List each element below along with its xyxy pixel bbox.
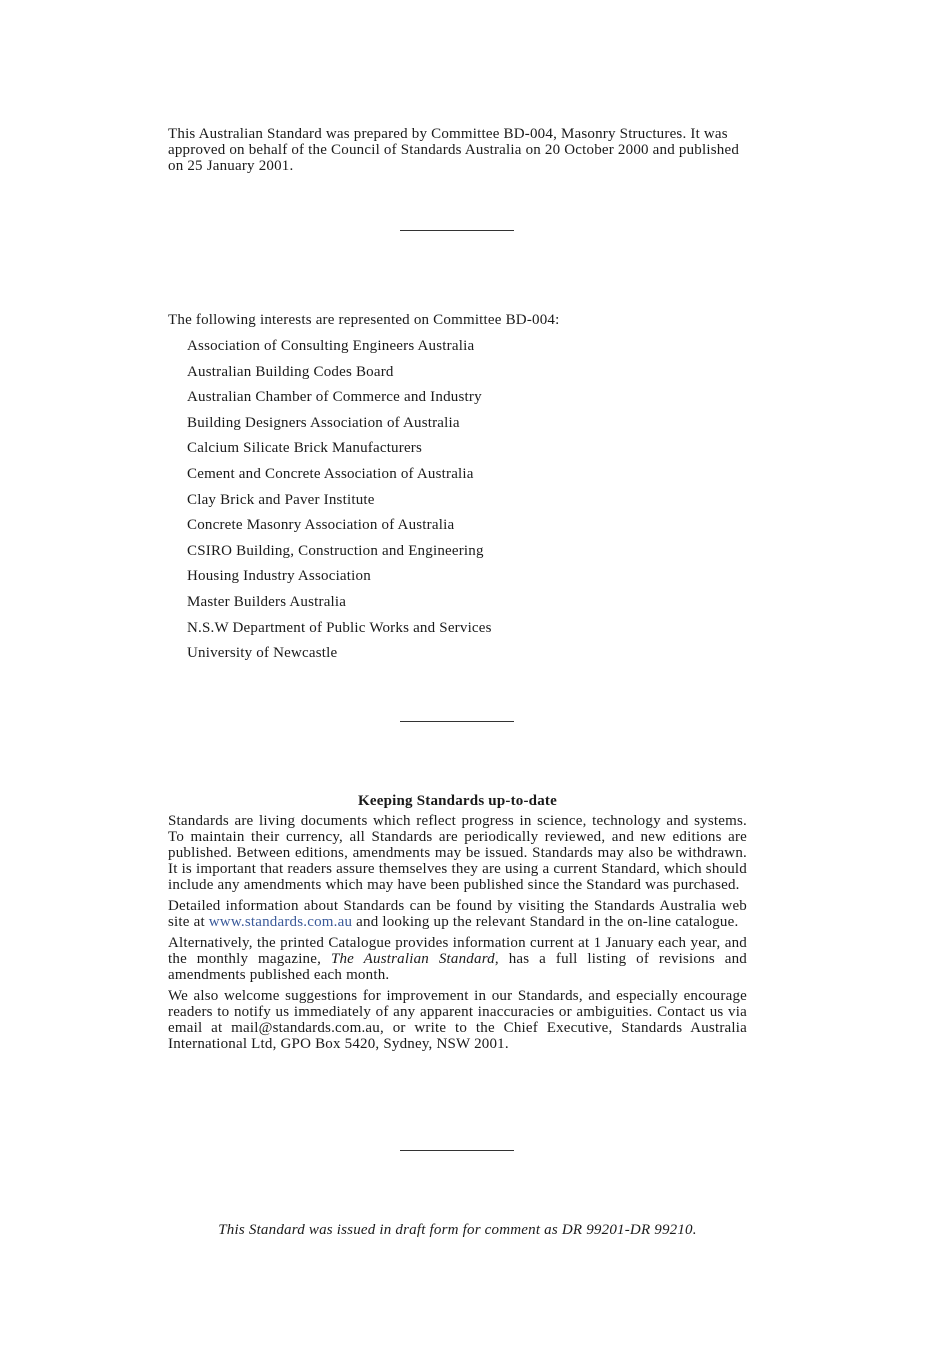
paragraph-text: and looking up the relevant Standard in the on-line catalogue. (352, 914, 739, 930)
list-item: University of Newcastle (187, 645, 338, 662)
list-item: Cement and Concrete Association of Australia (187, 465, 474, 482)
paragraph-review: Standards are living documents which reflect progress in science, technology and systems. To maintain their currency, all Standards are periodically reviewed, and new editions are published. Between editions, amendments may be issued. Standards may also be withdrawn. It is important that readers assure themselves they are using a current Standard, which should include any amendments which may have been published since the Standard was purchased. (168, 813, 747, 893)
list-item: Master Builders Australia (187, 593, 347, 610)
paragraph-text: Detailed information about Standards can be found by visiting the Standards Australia web site at (168, 898, 747, 930)
list-item: Australian Chamber of Commerce and Industry (187, 389, 482, 406)
list-item: Association of Consulting Engineers Australia (187, 338, 475, 354)
list-item: Housing Industry Association (187, 568, 371, 585)
list-item: N.S.W Department of Public Works and Services (187, 619, 492, 636)
divider-rule (400, 1150, 514, 1151)
divider-rule (400, 230, 514, 231)
list-item: CSIRO Building, Construction and Engineering (187, 542, 484, 559)
list-item: Clay Brick and Paver Institute (187, 491, 375, 508)
magazine-title: The Australian Standard (330, 951, 495, 967)
paragraph-text: , has a full listing of revisions and amendments published each month. (168, 951, 747, 983)
paragraph-text: Alternatively, the printed Catalogue provides information current at 1 January each year, and the monthly magazine, (168, 935, 747, 967)
list-item: Building Designers Association of Australia (187, 414, 460, 431)
section-body (168, 813, 747, 1057)
list-item: Calcium Silicate Brick Manufacturers (187, 440, 423, 457)
paragraph-website (168, 898, 747, 930)
list-item: Australian Building Codes Board (187, 363, 394, 380)
interests-list (187, 337, 492, 670)
interests-heading: The following interests are represented on Committee BD-004: (168, 312, 560, 328)
website-link[interactable]: www.standards.com.au (208, 914, 353, 930)
divider-rule (400, 721, 514, 722)
intro-paragraph: This Australian Standard was prepared by Committee BD-004, Masonry Structures. It was approved on behalf of the Council of Standards Australia on 20 October 2000 and published on 25 January 2001. (168, 126, 740, 174)
list-item: Concrete Masonry Association of Australia (187, 517, 455, 534)
paragraph-contact: We also welcome suggestions for improvement in our Standards, and especially encourage readers to notify us immediately of any apparent inaccuracies or ambiguities. Contact us via email at mail@standards.com.au, or write to the Chief Executive, Standards Australia International Ltd, GPO Box 5420, Sydney, NSW 2001. (168, 988, 747, 1052)
footer-note: This Standard was issued in draft form for comment as DR 99201-DR 99210. (218, 1222, 697, 1238)
paragraph-catalogue (168, 935, 747, 983)
section-title: Keeping Standards up-to-date (358, 793, 557, 809)
